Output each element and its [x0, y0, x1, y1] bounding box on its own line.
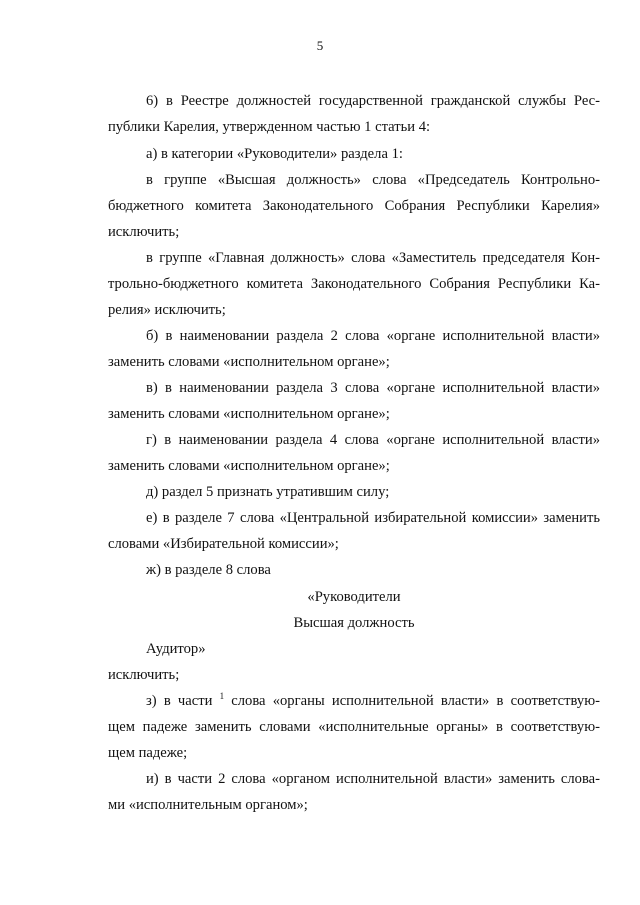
- text-line: «Руководители: [307, 589, 401, 605]
- text-line: ж) в разделе 8 слова: [146, 562, 271, 578]
- text-line: г) в наименовании раздела 4 слова «органе исполнительной власти»: [146, 432, 600, 448]
- text-line: исключить;: [108, 224, 180, 240]
- text-line: б) в наименовании раздела 2 слова «органе исполнительной власти»: [146, 328, 600, 344]
- text-line: в группе «Главная должность» слова «Заместитель председателя Кон-: [146, 250, 600, 266]
- page-number: 5: [316, 38, 324, 53]
- text-line: публики Карелия, утвержденном частью 1 статьи 4:: [108, 119, 431, 135]
- text-line: в группе «Высшая должность» слова «Председатель Контрольно-: [146, 172, 600, 188]
- text-line: в) в наименовании раздела 3 слова «органе исполнительной власти»: [146, 380, 600, 396]
- text-line: релия» исключить;: [108, 302, 226, 318]
- text-line: трольно-бюджетного комитета Законодательного Собрания Республики Ка-: [108, 276, 600, 292]
- text-line: д) раздел 5 признать утратившим силу;: [146, 484, 390, 500]
- text-line: щем падеже;: [108, 745, 188, 761]
- text-line: 6) в Реестре должностей государственной гражданской службы Рес-: [146, 93, 600, 109]
- text-line: заменить словами «исполнительном органе»;: [108, 354, 390, 370]
- document-body: [108, 0, 600, 905]
- text-line: словами «Избирательной комиссии»;: [108, 536, 339, 552]
- text-line: бюджетного комитета Законодательного Собрания Республики Карелия»: [108, 198, 600, 214]
- text-line: ми «исполнительным органом»;: [108, 797, 308, 813]
- text-line: [146, 692, 600, 710]
- text-line: исключить;: [108, 667, 180, 683]
- text-line: а) в категории «Руководители» раздела 1:: [146, 146, 403, 162]
- text-line: Аудитор»: [146, 641, 206, 657]
- text-fragment: слова «органы исполнительной власти» в соответствую-: [224, 693, 600, 709]
- text-line: Высшая должность: [293, 615, 415, 631]
- text-line: и) в части 2 слова «органом исполнительной власти» заменить слова-: [146, 771, 600, 787]
- superscript: 1: [219, 691, 225, 701]
- text-line: щем падеже заменить словами «исполнительные органы» в соответствую-: [108, 719, 600, 735]
- text-line: заменить словами «исполнительном органе»;: [108, 458, 390, 474]
- text-line: е) в разделе 7 слова «Центральной избирательной комиссии» заменить: [146, 510, 600, 526]
- text-line: заменить словами «исполнительном органе»;: [108, 406, 390, 422]
- text-fragment: з) в части: [146, 693, 220, 709]
